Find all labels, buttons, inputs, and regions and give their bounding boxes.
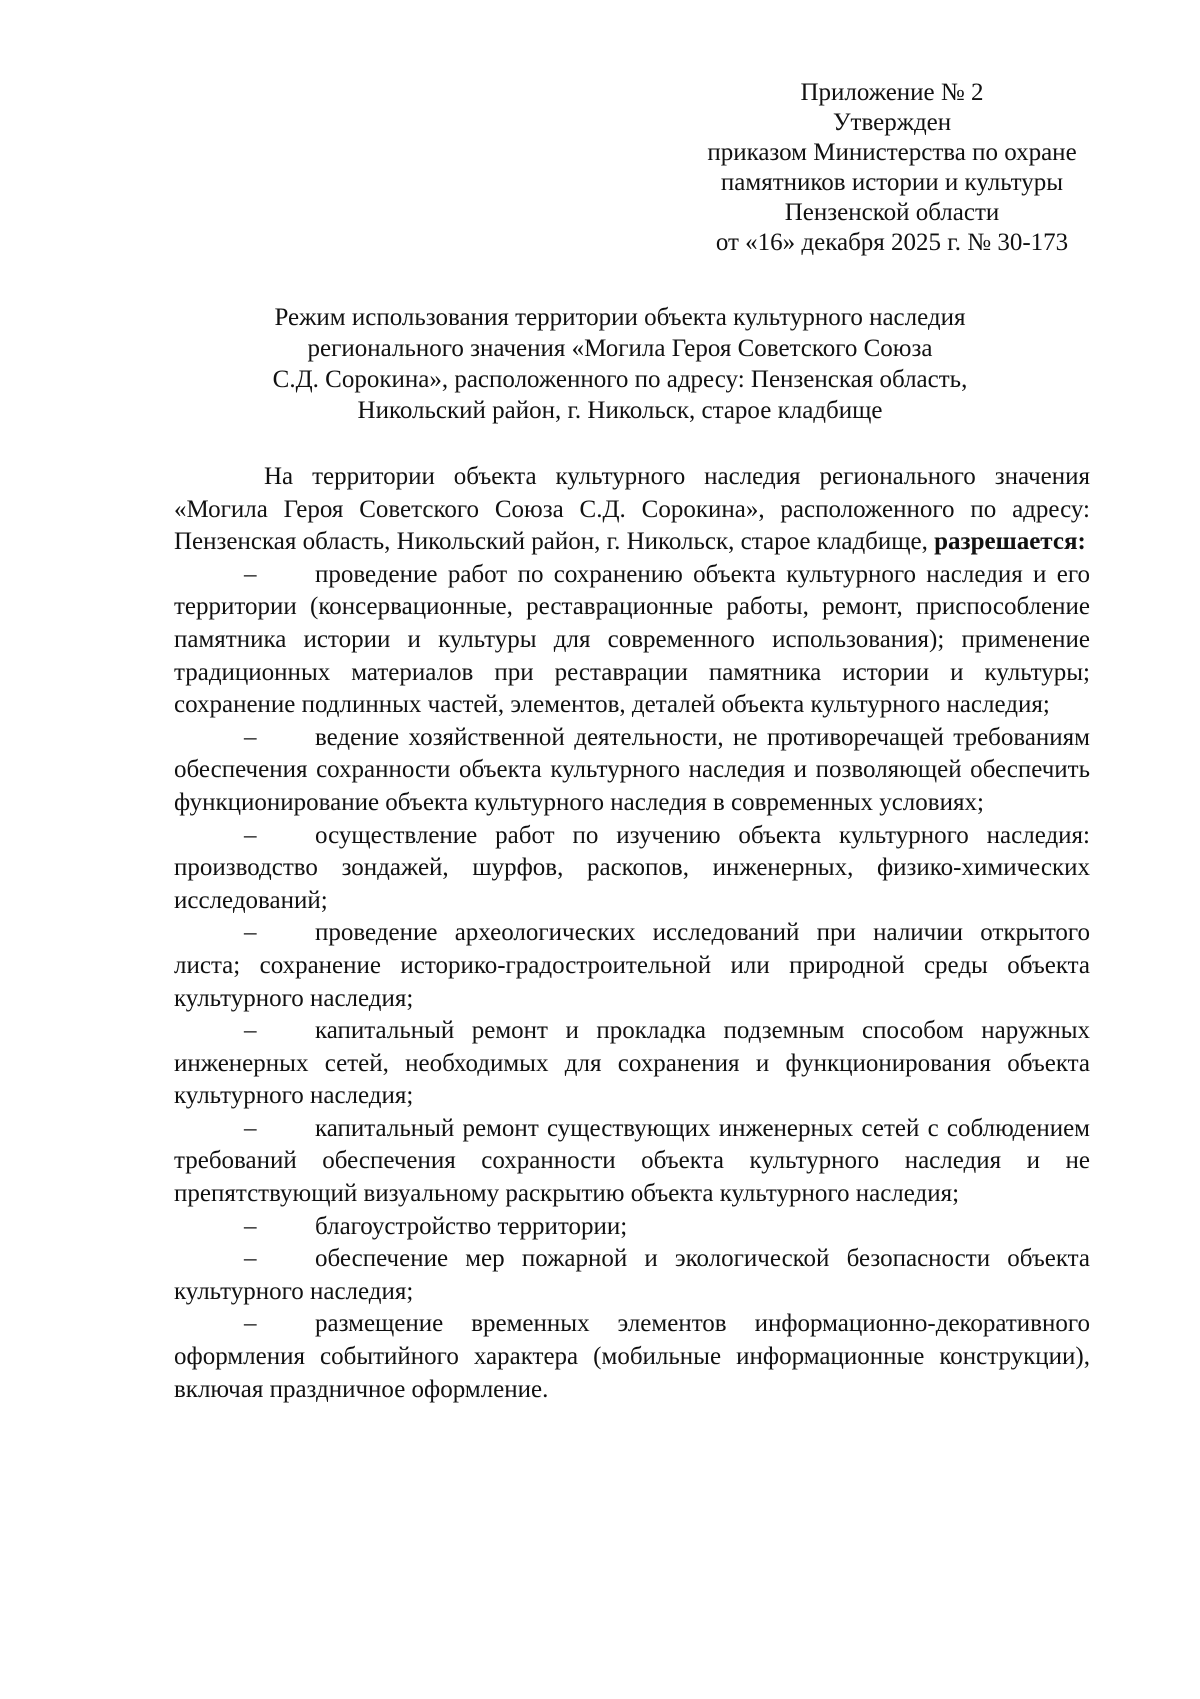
dash-marker: – bbox=[244, 1212, 257, 1240]
approval-line-order: приказом Министерства по охране bbox=[707, 139, 1077, 166]
list-item bbox=[174, 917, 1090, 1015]
title-line-1: Режим использования территории объекта культурного наследия bbox=[274, 304, 966, 331]
list-item-text: проведение археологических исследований при наличии открытого листа; сохранение историко-градостроительной или природной среды объекта культурного наследия; bbox=[174, 919, 1090, 1012]
list-item bbox=[174, 722, 1090, 820]
list-item-text: осуществление работ по изучению объекта культурного наследия: производство зондажей, шурфов, раскопов, инженерных, физико-химических исследований; bbox=[174, 821, 1090, 914]
list-item bbox=[174, 1308, 1090, 1406]
list-item-text: капитальный ремонт и прокладка подземным способом наружных инженерных сетей, необходимых для сохранения и функционирования объекта культурного наследия; bbox=[174, 1017, 1090, 1110]
approval-line-appendix: Приложение № 2 bbox=[800, 79, 984, 106]
dash-marker: – bbox=[244, 723, 257, 751]
approval-block bbox=[692, 78, 1092, 258]
dash-marker: – bbox=[244, 560, 257, 588]
list-item-text: проведение работ по сохранению объекта культурного наследия и его территории (консервационные, реставрационные работы, ремонт, приспособление памятника истории и культуры для современного использования); применение традиционных материалов при реставрации памятника истории и культуры; сохранение подлинных частей, элементов, деталей объекта культурного наследия; bbox=[174, 560, 1090, 719]
list-item bbox=[174, 559, 1090, 722]
list-item bbox=[174, 1211, 1090, 1244]
list-item bbox=[174, 1113, 1090, 1211]
intro-paragraph bbox=[174, 461, 1090, 559]
dash-marker: – bbox=[244, 1114, 257, 1142]
list-item-text: обеспечение мер пожарной и экологической безопасности объекта культурного наследия; bbox=[174, 1245, 1090, 1305]
title-line-4: Никольский район, г. Никольск, старое кладбище bbox=[357, 397, 883, 424]
dash-marker: – bbox=[244, 1310, 257, 1338]
dash-marker: – bbox=[244, 1245, 257, 1273]
approval-line-approved: Утвержден bbox=[832, 109, 952, 136]
intro-text: На территории объекта культурного наследия регионального значения «Могила Героя Советского Союза С.Д. Сорокина», расположенного по адресу: Пензенская область, Никольский район, г. Никольск, старое кладбище, bbox=[174, 463, 1090, 556]
list-item bbox=[174, 820, 1090, 918]
title-line-3: С.Д. Сорокина», расположенного по адресу: Пензенская область, bbox=[272, 366, 968, 393]
title-line-2: регионального значения «Могила Героя Советского Союза bbox=[307, 335, 933, 362]
list-item bbox=[174, 1015, 1090, 1113]
dash-marker: – bbox=[244, 919, 257, 947]
dash-marker: – bbox=[244, 1017, 257, 1045]
list-item-text: размещение временных элементов информационно-декоративного оформления событийного характера (мобильные информационные конструкции), включая праздничное оформление. bbox=[174, 1310, 1090, 1403]
approval-line-date-number: от «16» декабря 2025 г. № 30-173 bbox=[715, 229, 1069, 256]
document-body bbox=[174, 461, 1090, 1406]
list-item-text: ведение хозяйственной деятельности, не противоречащей требованиям обеспечения сохранности объекта культурного наследия и позволяющей обеспечить функционирование объекта культурного наследия в современных условиях; bbox=[174, 723, 1090, 816]
list-item-text: благоустройство территории; bbox=[315, 1212, 628, 1240]
dash-marker: – bbox=[244, 821, 257, 849]
list-item-text: капитальный ремонт существующих инженерных сетей с соблюдением требований обеспечения сохранности объекта культурного наследия и не препятствующий визуальному раскрытию объекта культурного наследия; bbox=[174, 1114, 1090, 1208]
intro-bold-permitted: разрешается: bbox=[934, 528, 1086, 556]
approval-line-monuments: памятников истории и культуры bbox=[720, 169, 1064, 196]
approval-line-region: Пензенской области bbox=[784, 199, 1000, 226]
list-item bbox=[174, 1243, 1090, 1308]
document-title bbox=[160, 302, 1080, 426]
